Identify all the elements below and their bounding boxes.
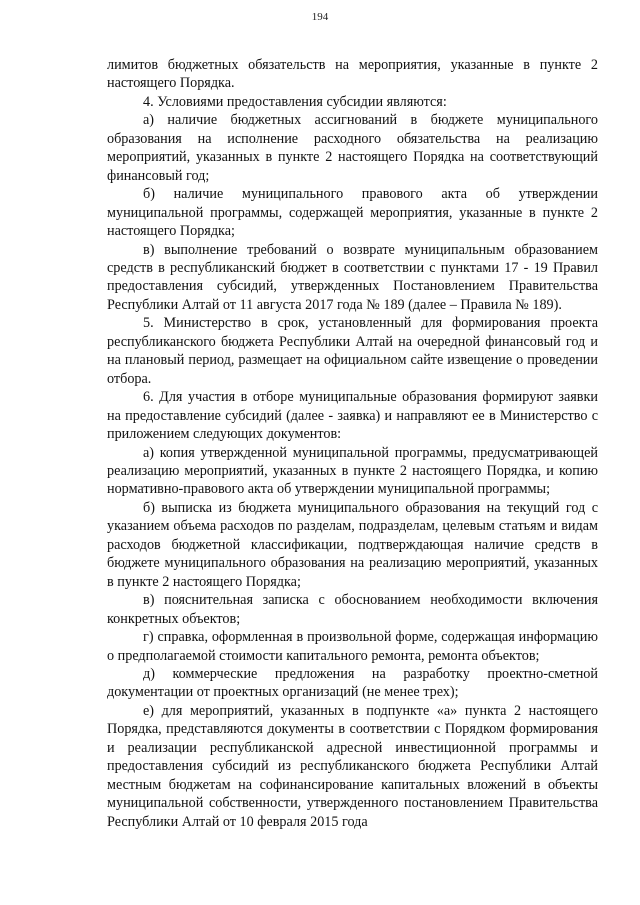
paragraph-item-6d: д) коммерческие предложения на разработку проектно-сметной документации от проектных организаций (не менее трех); [107, 665, 598, 701]
paragraph-item-6e: е) для мероприятий, указанных в подпункте «а» пункта 2 настоящего Порядка, представляются документы в соответствии с Порядком формирования и реализации республиканской адресной инвестиционной программы и предоставления субсидий из республиканского бюджета Республики Алтай местным бюджетам на софинансирование капитальных вложений в объекты муниципальной собственности, утвержденного постановлением Правительства Республики Алтай от 10 февраля 2015 года [107, 702, 598, 830]
paragraph-item-6: 6. Для участия в отборе муниципальные образования формируют заявки на предоставление субсидий (далее - заявка) и направляют ее в Министерство с приложением следующих документов: [107, 389, 598, 443]
page-number: 194 [311, 11, 329, 23]
paragraph-item-4v: в) выполнение требований о возврате муниципальным образованием средств в республиканский бюджет в соответствии с пунктами 17 - 19 Правил предоставления субсидий, утвержденных Постановлением Правительства Республики Алтай от 11 августа 2017 года № 189 (далее – Правила № 189). [107, 241, 598, 313]
paragraph-item-4: 4. Условиями предоставления субсидии являются: [143, 93, 447, 110]
paragraph-item-6v: в) пояснительная записка с обоснованием необходимости включения конкретных объектов; [107, 592, 598, 627]
paragraph-continuation: лимитов бюджетных обязательств на мероприятия, указанные в пункте 2 настоящего Порядка. [107, 57, 598, 92]
paragraph-item-6a: а) копия утвержденной муниципальной программы, предусматривающей реализацию мероприятий, указанных в пункте 2 настоящего Порядка, и копию нормативно-правового акта об утверждении муниципальной программы; [107, 444, 598, 498]
paragraph-item-4b: б) наличие муниципального правового акта об утверждении муниципальной программы, содержащей мероприятия, указанные в пункте 2 настоящего Порядка; [107, 186, 598, 240]
document-body [107, 56, 598, 831]
paragraph-item-6b: б) выписка из бюджета муниципального образования на текущий год с указанием объема расходов по разделам, подразделам, целевым статьям и видам расходов бюджетной классификации, подтверждающая наличие средств в бюджете муниципального образования на реализацию мероприятий, указанных в пункте 2 настоящего Порядка; [107, 499, 598, 590]
paragraph-item-6g: г) справка, оформленная в произвольной форме, содержащая информацию о предполагаемой стоимости капитального ремонта, ремонта объектов; [107, 629, 598, 664]
paragraph-item-4a: а) наличие бюджетных ассигнований в бюджете муниципального образования на исполнение расходного обязательства на реализацию мероприятий, указанных в пункте 2 настоящего Порядка на соответствующий финансовый год; [107, 112, 598, 184]
paragraph-item-5: 5. Министерство в срок, установленный для формирования проекта республиканского бюджета Республики Алтай на очередной финансовый год и на плановый период, размещает на официальном сайте извещение о проведении отбора. [107, 315, 598, 387]
